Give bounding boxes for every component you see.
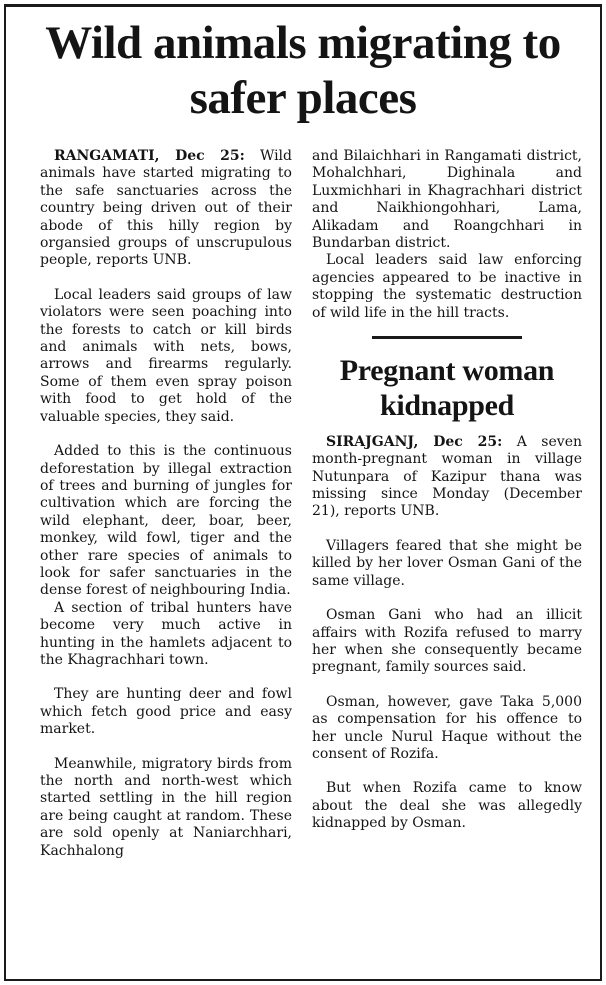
article-divider	[372, 336, 522, 339]
article1-paragraph-7: Local leaders said law enforcing agencies appeared to be inactive in stopping the systematic destruction of wild life in the hill tracts.	[312, 252, 582, 321]
article2-paragraph-3: Osman Gani who had an illicit affairs with Rozifa refused to marry her when she consequently became pregnant, family sources said.	[312, 607, 582, 676]
article2-paragraph-1	[312, 434, 582, 521]
article2-paragraph-1-text: A seven month-pregnant woman in village Nutunpara of Kazipur thana was missing since Monday (December 21), reports UNB.	[312, 433, 582, 520]
main-headline: Wild animals migrating to safer places	[45, 17, 561, 125]
right-border-rule	[600, 4, 602, 981]
article1-paragraph-4: A section of tribal hunters have become very much active in hunting in the hamlets adjacent to the Khagrachhari town.	[40, 599, 292, 668]
article2-paragraph-2: Villagers feared that she might be killed by her lover Osman Gani of the same village.	[312, 537, 582, 589]
article2-dateline: SIRAJGANJ, Dec 25:	[326, 433, 503, 450]
article1-paragraph-5: They are hunting deer and fowl which fetch good price and easy market.	[40, 686, 292, 738]
bottom-border-rule	[4, 979, 602, 981]
top-border-rule	[4, 4, 602, 7]
right-column	[312, 148, 582, 833]
article1-dateline: RANGAMATI, Dec 25:	[54, 148, 245, 164]
article1-paragraph-2: Local leaders said groups of law violators were seen poaching into the forests to catch or kill birds and animals with nets, bows, arrows and firearms regularly. Some of them even spray poison with food to get hold of the valuable species, they said.	[40, 286, 292, 425]
article1-paragraph-1-text: Wild animals have started migrating to the safe sanctuaries across the country being driven out of their abode of this hilly region by organsied groups of unscrupulous people, reports UNB.	[40, 148, 292, 269]
article1-paragraph-3: Added to this is the continuous deforestation by illegal extraction of trees and burning of jungles for cultivation which are forcing the wild elephant, deer, boar, beer, monkey, wild fowl, tiger and the other rare species of animals to look for safer sanctuaries in the dense forest of neighbouring India.	[40, 443, 292, 599]
second-headline: Pregnant woman kidnapped	[339, 354, 555, 423]
left-border-rule	[4, 4, 6, 981]
article1-paragraph-6-end: and Bilaichhari in Rangamati district, Mohalchhari, Dighinala and Luxmichhari in Khagrachhari district and Naikhiongohhari, Lama, Alikadam and Roangchhari in Bundarban district.	[312, 148, 582, 252]
article1-paragraph-6-start: Meanwhile, migratory birds from the north and north-west which started settling in the hill region are being caught at random. These are sold openly at Naniarchhari, Kachhalong	[40, 755, 292, 859]
left-column	[40, 148, 292, 860]
article2-paragraph-4: Osman, however, gave Taka 5,000 as compensation for his offence to her uncle Nurul Haque without the consent of Rozifa.	[312, 693, 582, 762]
article1-paragraph-1	[40, 148, 292, 270]
article2-paragraph-5: But when Rozifa came to know about the deal she was allegedly kidnapped by Osman.	[312, 780, 582, 832]
